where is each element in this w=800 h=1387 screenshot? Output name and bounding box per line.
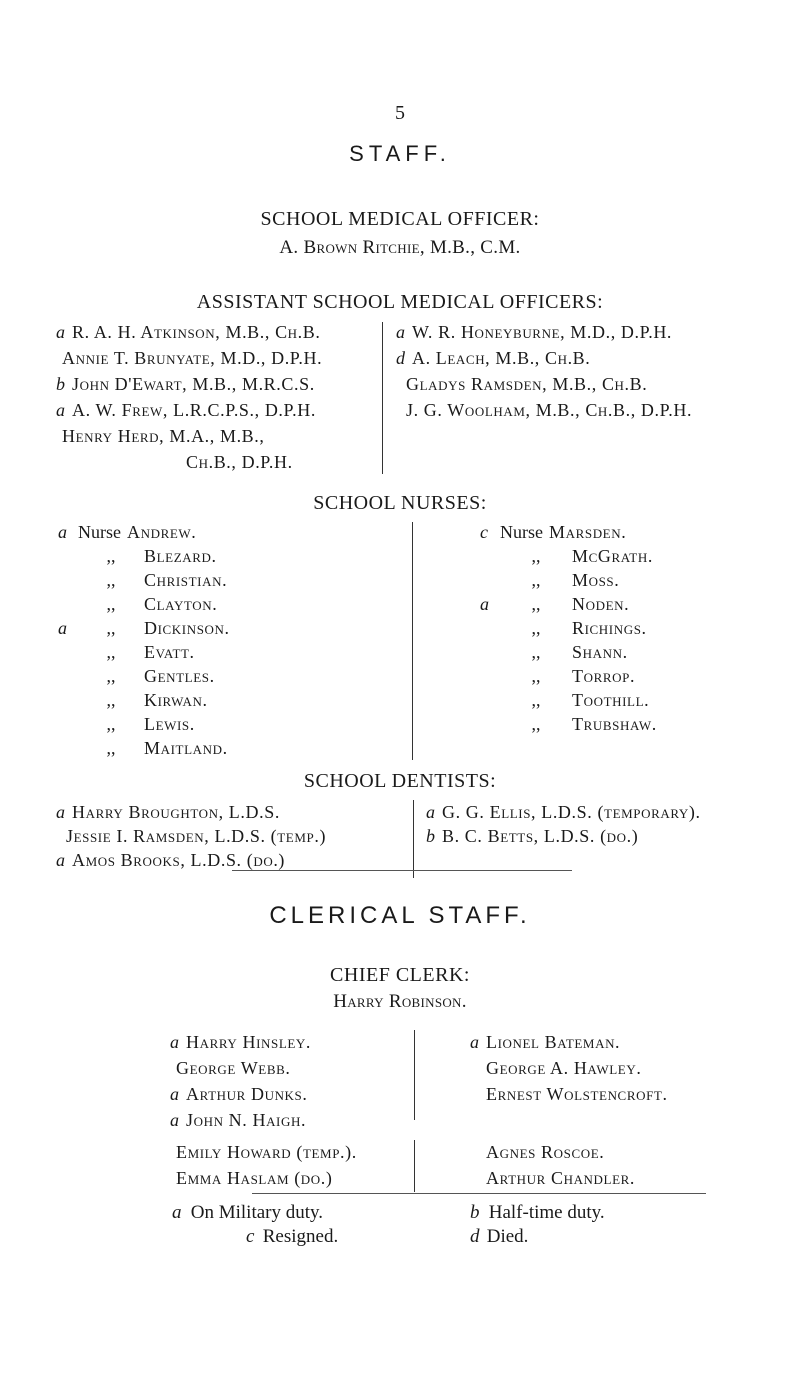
list-item: ,, Shann.: [531, 642, 628, 662]
list-item: Henry Herd, M.A., M.B.,: [62, 426, 265, 446]
footnote-c: c Resigned.: [246, 1226, 339, 1247]
list-item: a G. G. Ellis, L.D.S. (temporary).: [426, 802, 701, 822]
list-item: ,, Blezard.: [106, 546, 217, 566]
list-item: a Arthur Dunks.: [170, 1084, 308, 1104]
list-item: Arthur Chandler.: [486, 1168, 635, 1188]
list-item: Ernest Wolstencroft.: [486, 1084, 668, 1104]
list-item: a Harry Broughton, L.D.S.: [56, 802, 280, 822]
column-divider: [413, 800, 414, 878]
list-item: Ch.B., D.P.H.: [186, 452, 293, 472]
list-item: ,, Christian.: [106, 570, 228, 590]
asmo-title: ASSISTANT SCHOOL MEDICAL OFFICERS:: [196, 291, 604, 313]
list-item: George Webb.: [176, 1058, 291, 1078]
chief-clerk-name: Harry Robinson.: [333, 991, 467, 1012]
clerical-heading: CLERICAL STAFF.: [269, 902, 531, 929]
list-item: ,, Lewis.: [106, 714, 195, 734]
list-item: ,, McGrath.: [531, 546, 653, 566]
list-item: d A. Leach, M.B., Ch.B.: [396, 348, 591, 368]
list-item: Agnes Roscoe.: [486, 1142, 605, 1162]
list-item: a W. R. Honeyburne, M.D., D.P.H.: [396, 322, 673, 342]
list-item: Emily Howard (temp.).: [176, 1142, 357, 1162]
list-item: b John D'Ewart, M.B., M.R.C.S.: [56, 374, 315, 394]
list-item: a Amos Brooks, L.D.S. (do.): [56, 850, 286, 870]
dentists-title: SCHOOL DENTISTS:: [303, 770, 497, 792]
list-item: c Nurse Marsden.: [480, 522, 627, 542]
list-item: a Lionel Bateman.: [470, 1032, 621, 1052]
list-item: ,, Richings.: [531, 618, 647, 638]
list-item: Emma Haslam (do.): [176, 1168, 333, 1188]
list-item: ,, Clayton.: [106, 594, 218, 614]
column-divider: [414, 1030, 415, 1120]
list-item: a ,, Noden.: [480, 594, 630, 614]
column-divider: [412, 522, 413, 760]
list-item: ,, Toothill.: [531, 690, 650, 710]
list-item: ,, Gentles.: [106, 666, 215, 686]
list-item: George A. Hawley.: [486, 1058, 642, 1078]
footnote-rule: [252, 1193, 706, 1194]
list-item: b B. C. Betts, L.D.S. (do.): [426, 826, 639, 846]
footnote-a: a On Military duty.: [172, 1202, 324, 1223]
list-item: ,, Torrop.: [531, 666, 636, 686]
list-item: ,, Trubshaw.: [531, 714, 657, 734]
list-item: a Harry Hinsley.: [170, 1032, 312, 1052]
list-item: a John N. Haigh.: [170, 1110, 307, 1130]
page-heading: STAFF.: [349, 141, 451, 166]
chief-clerk-title: CHIEF CLERK:: [330, 964, 470, 986]
footnote-b: b Half-time duty.: [470, 1202, 605, 1223]
smo-title: SCHOOL MEDICAL OFFICER:: [260, 208, 540, 230]
list-item: a ,, Dickinson.: [58, 618, 230, 638]
nurses-title: SCHOOL NURSES:: [313, 492, 487, 514]
list-item: Annie T. Brunyate, M.D., D.P.H.: [62, 348, 323, 368]
list-item: a R. A. H. Atkinson, M.B., Ch.B.: [56, 322, 321, 342]
list-item: a Nurse Andrew.: [58, 522, 197, 542]
column-divider: [414, 1140, 415, 1192]
list-item: a A. W. Frew, L.R.C.P.S., D.P.H.: [56, 400, 316, 420]
list-item: Jessie I. Ramsden, L.D.S. (temp.): [66, 826, 327, 846]
list-item: ,, Evatt.: [106, 642, 195, 662]
footnote-d: d Died.: [470, 1226, 529, 1247]
section-divider: [232, 870, 572, 871]
page-number: 5: [395, 102, 405, 124]
list-item: ,, Moss.: [531, 570, 620, 590]
smo-name: A. Brown Ritchie, M.B., C.M.: [279, 237, 521, 258]
list-item: J. G. Woolham, M.B., Ch.B., D.P.H.: [406, 400, 693, 420]
list-item: Gladys Ramsden, M.B., Ch.B.: [406, 374, 648, 394]
list-item: ,, Kirwan.: [106, 690, 208, 710]
column-divider: [382, 322, 383, 474]
list-item: ,, Maitland.: [106, 738, 228, 758]
